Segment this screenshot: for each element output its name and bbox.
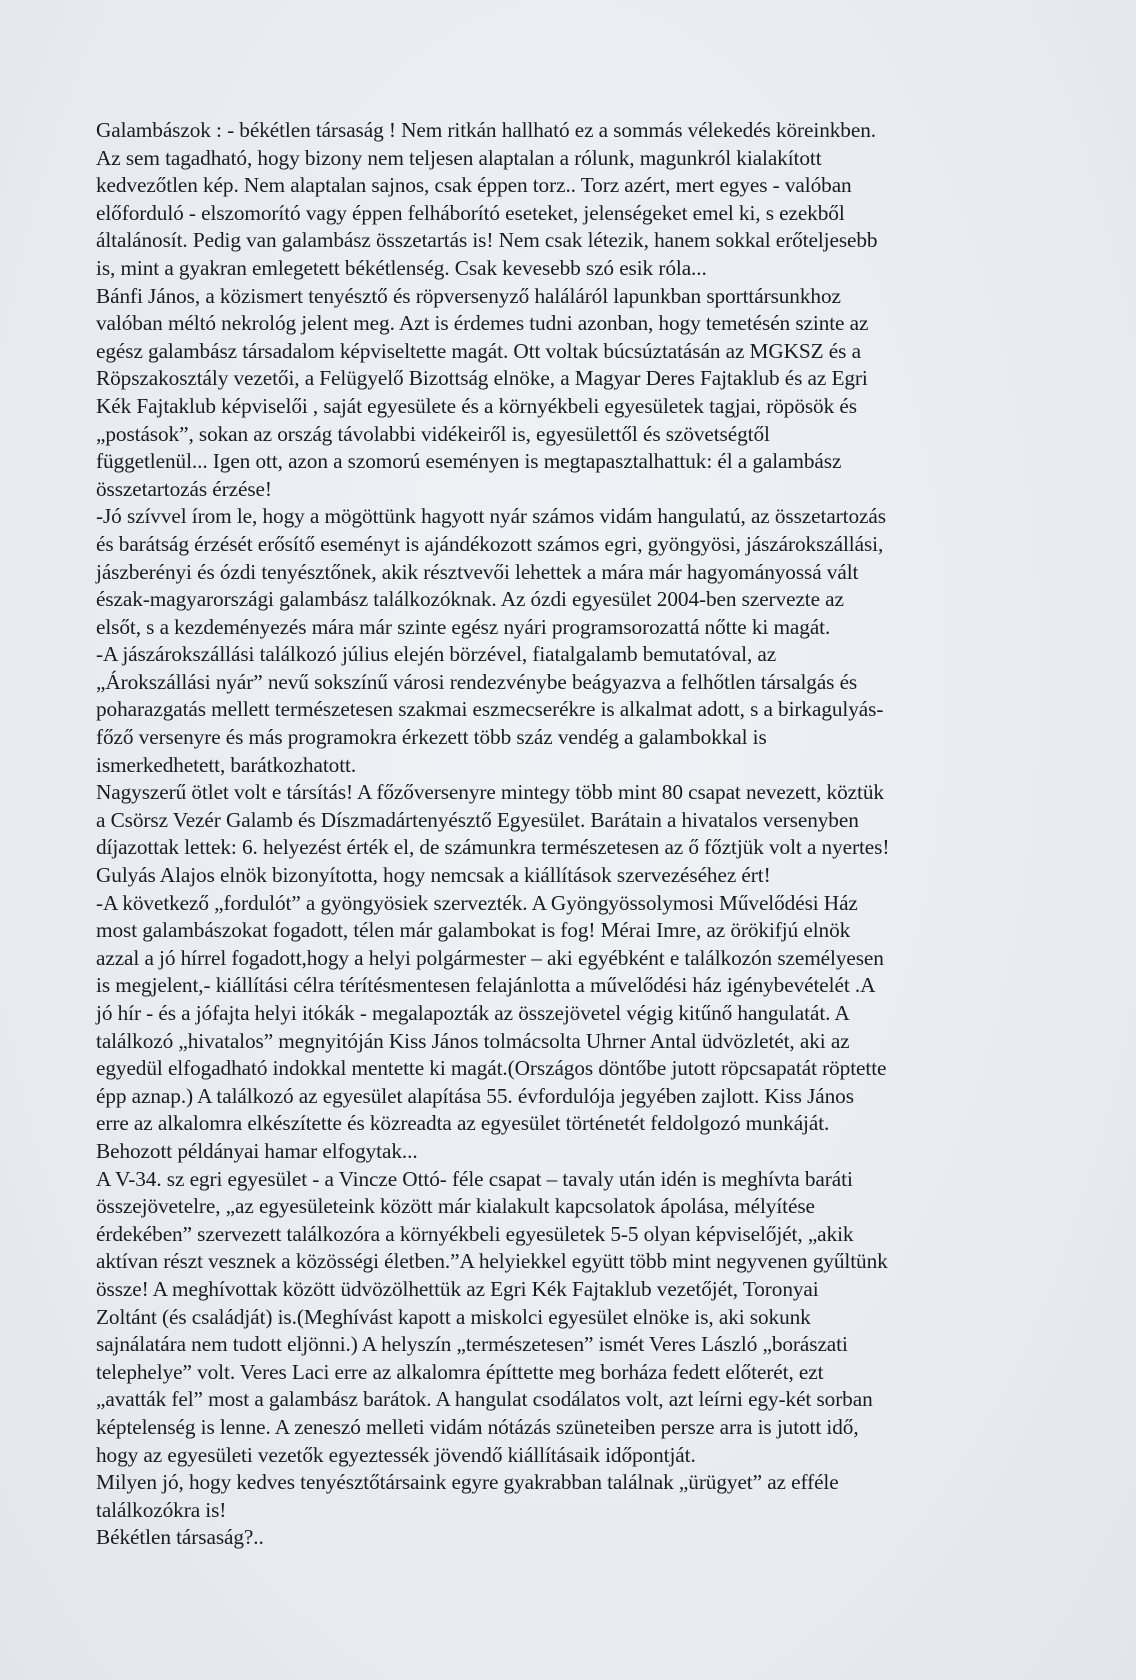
text-line: -A következő „fordulót” a gyöngyösiek szervezték. A Gyöngyössolymosi Művelődési Ház bbox=[96, 890, 858, 915]
text-line: képtelenség is lenne. A zeneszó melleti vidám nótázás szüneteiben persze arra is jutott idő, bbox=[96, 1414, 859, 1439]
text-line: össze! A meghívottak között üdvözölhettük az Egri Kék Fajtaklub vezetőjét, Toronyai bbox=[96, 1276, 819, 1301]
text-line: Békétlen társaság?.. bbox=[96, 1525, 264, 1550]
text-line: Behozott példányai hamar elfogytak... bbox=[96, 1138, 418, 1163]
text-line: sajnálatára nem tudott eljönni.) A helyszín „természetesen” ismét Veres László „borászati bbox=[96, 1332, 848, 1357]
text-line: érdekében” szervezett találkozóra a környékbeli egyesületek 5-5 olyan képviselőjét, „akik bbox=[96, 1221, 854, 1246]
text-line: is megjelent,- kiállítási célra térítésmentesen felajánlotta a művelődési ház igénybevételét .A bbox=[96, 973, 876, 998]
text-line: „Árokszállási nyár” nevű sokszínű városi rendezvénybe beágyazva a felhőtlen társalgás és bbox=[96, 669, 858, 694]
text-line: „postások”, sokan az ország távolabbi vidékeiről is, egyesülettől és szövetségtől bbox=[96, 421, 770, 446]
text-line: összetartozás érzése! bbox=[96, 476, 272, 501]
text-line: észak-magyarországi galambász találkozóknak. Az ózdi egyesület 2004-ben szervezte az bbox=[96, 587, 844, 612]
text-line: Röpszakosztály vezetői, a Felügyelő Bizottság elnöke, a Magyar Deres Fajtaklub és az Egri bbox=[96, 366, 868, 391]
text-line: és barátság érzését erősítő eseményt is ajándékozott számos egri, gyöngyösi, jászárokszállási, bbox=[96, 531, 884, 556]
text-line: is, mint a gyakran emlegetett békétlenség. Csak kevesebb szó esik róla... bbox=[96, 255, 707, 280]
text-line: „avatták fel” most a galambász barátok. A hangulat csodálatos volt, azt leírni egy-két sorban bbox=[96, 1387, 873, 1412]
text-line: Milyen jó, hogy kedves tenyésztőtársaink egyre gyakrabban találnak „ürügyet” az efféle bbox=[96, 1470, 839, 1495]
text-line: függetlenül... Igen ott, azon a szomorú eseményen is megtapasztalhattuk: él a galambász bbox=[96, 449, 842, 474]
document-body bbox=[96, 117, 1096, 1552]
text-line: találkozó „hivatalos” megnyitóján Kiss János tolmácsolta Uhrner Antal üdvözletét, aki az bbox=[96, 1028, 850, 1053]
text-line: most galambászokat fogadott, télen már galambokat is fog! Mérai Imre, az örökifjú elnök bbox=[96, 918, 851, 943]
text-line: egész galambász társadalom képviseltette magát. Ott voltak búcsúztatásán az MGKSZ és a bbox=[96, 338, 861, 363]
text-line: valóban méltó nekrológ jelent meg. Azt is érdemes tudni azonban, hogy temetésén szinte az bbox=[96, 311, 869, 336]
text-line: kedvezőtlen kép. Nem alaptalan sajnos, csak éppen torz.. Torz azért, mert egyes - valóban bbox=[96, 173, 852, 198]
text-line: poharazgatás mellett természetesen szakmai eszmecserékre is alkalmat adott, s a birkagulyás- bbox=[96, 697, 884, 722]
text-line: Bánfi János, a közismert tenyésztő és röpversenyző haláláról lapunkban sporttársunkhoz bbox=[96, 283, 841, 308]
text-line: A V-34. sz egri egyesület - a Vincze Ottó- féle csapat – tavaly után idén is meghívta baráti bbox=[96, 1166, 853, 1191]
text-line: a Csörsz Vezér Galamb és Díszmadártenyésztő Egyesület. Barátain a hivatalos versenyben bbox=[96, 807, 859, 832]
text-line: Nagyszerű ötlet volt e társítás! A főzőversenyre mintegy több mint 80 csapat nevezett, köztük bbox=[96, 780, 884, 805]
text-line: azzal a jó hírrel fogadott,hogy a helyi polgármester – aki egyébként e találkozón személyesen bbox=[96, 945, 884, 970]
text-line: főző versenyre és más programokra érkezett több száz vendég a galambokkal is bbox=[96, 725, 767, 750]
text-line: telephelye” volt. Veres Laci erre az alkalomra építtette meg borháza fedett előterét, ezt bbox=[96, 1359, 824, 1384]
text-line: -A jászárokszállási találkozó július elején börzével, fiatalgalamb bemutatóval, az bbox=[96, 642, 777, 667]
text-line: jászberényi és ózdi tenyésztőnek, akik résztvevői lehettek a mára már hagyományossá vált bbox=[96, 559, 859, 584]
text-line: erre az alkalomra elkészítette és közreadta az egyesület történetét feldolgozó munkáját. bbox=[96, 1111, 830, 1136]
text-line: Kék Fajtaklub képviselői , saját egyesülete és a környékbeli egyesületek tagjai, röpösök és bbox=[96, 393, 857, 418]
text-line: ismerkedhetett, barátkozhatott. bbox=[96, 752, 357, 777]
text-line: Az sem tagadható, hogy bizony nem teljesen alaptalan a rólunk, magunkról kialakított bbox=[96, 145, 822, 170]
text-line: jó hír - és a jófajta helyi itókák - megalapozták az összejövetel végig kitűnő hangulatát. A bbox=[96, 1001, 850, 1025]
text-line: elsőt, s a kezdeményezés mára már szinte egész nyári programsorozattá nőtte ki magát. bbox=[96, 614, 831, 639]
text-line: Gulyás Alajos elnök bizonyította, hogy nemcsak a kiállítások szervezéséhez ért! bbox=[96, 863, 771, 888]
text-line: épp aznap.) A találkozó az egyesület alapítása 55. évfordulója jegyében zajlott. Kiss János bbox=[96, 1083, 854, 1108]
text-line: előforduló - elszomorító vagy éppen felháborító eseteket, jelenségeket emel ki, s ezekből bbox=[96, 200, 845, 225]
text-line: hogy az egyesületi vezetők egyeztessék jövendő kiállításaik időpontját. bbox=[96, 1442, 696, 1467]
text-line: találkozókra is! bbox=[96, 1497, 227, 1522]
text-line: összejövetelre, „az egyesületeink között már kialakult kapcsolatok ápolása, mélyítése bbox=[96, 1194, 815, 1219]
text-line: -Jó szívvel írom le, hogy a mögöttünk hagyott nyár számos vidám hangulatú, az összetartozás bbox=[96, 504, 886, 529]
text-line: általánosít. Pedig van galambász összetartás is! Nem csak létezik, hanem sokkal erőteljesebb bbox=[96, 228, 878, 253]
text-line: Zoltánt (és családját) is.(Meghívást kapott a miskolci egyesület elnöke is, aki sokunk bbox=[96, 1304, 811, 1329]
text-line: aktívan részt vesznek a közösségi életben.”A helyiekkel együtt több mint negyvenen gyűltünk bbox=[96, 1249, 888, 1274]
text-line: egyedül elfogadható indokkal mentette ki magát.(Országos döntőbe jutott röpcsapatát röptette bbox=[96, 1056, 887, 1081]
text-line: Galambászok : - békétlen társaság ! Nem ritkán hallható ez a sommás vélekedés köreinkben. bbox=[96, 118, 876, 142]
text-line: díjazottak lettek: 6. helyezést érték el, de számunkra természetesen az ő főztjük volt a nyertes! bbox=[96, 835, 890, 860]
